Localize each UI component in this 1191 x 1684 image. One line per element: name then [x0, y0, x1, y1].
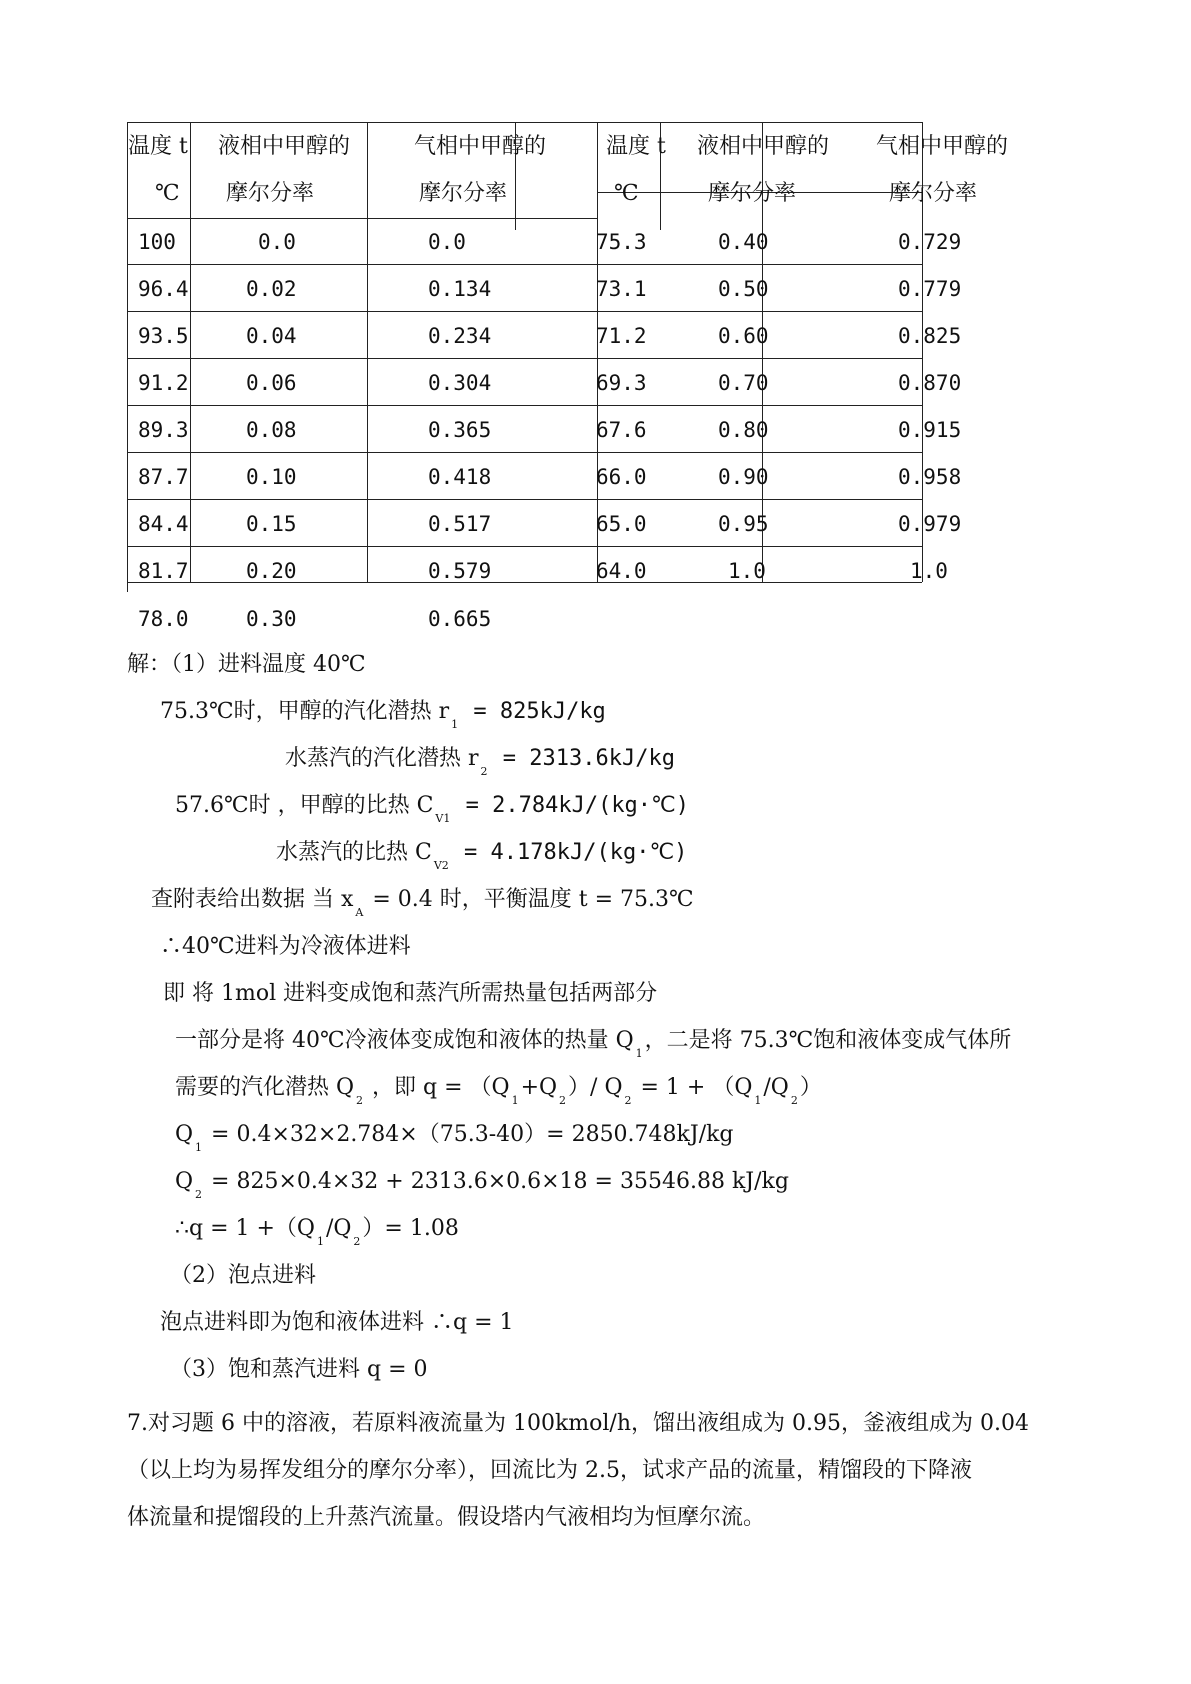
table-cell: 0.729	[898, 230, 962, 254]
table-cell: 0.304	[428, 371, 492, 395]
table-rule	[367, 122, 368, 582]
header-temperature: 温度 t	[606, 134, 666, 159]
table-cell: 71.2	[596, 324, 647, 348]
table-cell: 67.6	[596, 418, 647, 442]
table-cell: 0.870	[898, 371, 962, 395]
table-cell: 0.915	[898, 418, 962, 442]
table-cell: 0.579	[428, 559, 492, 583]
table-cell: 0.95	[718, 512, 769, 536]
header-liquid-fraction-line2: 摩尔分率	[708, 181, 797, 206]
table-cell: 0.50	[718, 277, 769, 301]
table-cell: 100	[138, 230, 176, 254]
solution-line: 水蒸汽的比热 $C_{V2}$ = 4.178kJ/(kg·℃)	[276, 840, 688, 872]
table-rule	[597, 311, 922, 312]
table-cell: 0.60	[718, 324, 769, 348]
header-temperature: 温度 t	[128, 134, 188, 159]
solution-line: 75.3℃时，甲醇的汽化潜热 $r_1 = 825kJ/kg$	[160, 699, 606, 731]
solution-line: 需要的汽化潜热 $Q_2$ ，即 $q = (Q_1+Q_2)/$ $Q_2 = 1 + (Q_1/Q_2)$	[175, 1075, 822, 1107]
table-cell: 1.0	[910, 559, 948, 583]
table-rule	[127, 582, 597, 583]
solution-line: ∴40℃进料为冷液体进料	[160, 934, 411, 959]
solution-line: 即 将 1mol 进料变成饱和蒸汽所需热量包括两部分	[163, 981, 658, 1006]
solution-line: ∴q = $1 +(Q_1/Q_2)= 1.08$	[175, 1216, 459, 1248]
table-cell: 0.365	[428, 418, 492, 442]
header-vapor-fraction-line2: 摩尔分率	[889, 181, 978, 206]
header-liquid-fraction: 液相中甲醇的	[697, 134, 830, 159]
table-rule	[127, 264, 597, 265]
table-cell: 93.5	[138, 324, 189, 348]
table-cell: 0.90	[718, 465, 769, 489]
solution-line: 57.6℃时 ，甲醇的比热 $C_{V1}$ = 2.784kJ/(kg·℃)	[175, 793, 690, 825]
table-cell: 0.958	[898, 465, 962, 489]
table-cell: 0.10	[246, 465, 297, 489]
solution-heading: 解：（1）进料温度 40℃	[127, 652, 366, 677]
table-cell: 0.779	[898, 277, 962, 301]
table-cell: 0.15	[246, 512, 297, 536]
header-vapor-fraction-line2: 摩尔分率	[419, 181, 508, 206]
table-cell: 0.08	[246, 418, 297, 442]
table-cell: 0.134	[428, 277, 492, 301]
table-rule	[597, 546, 922, 547]
header-liquid-fraction: 液相中甲醇的	[218, 134, 351, 159]
table-rule	[127, 311, 597, 312]
header-liquid-fraction-line2: 摩尔分率	[226, 181, 315, 206]
table-cell: 0.0	[258, 230, 296, 254]
table-cell: 91.2	[138, 371, 189, 395]
table-cell: 0.30	[246, 607, 297, 631]
table-cell: 0.979	[898, 512, 962, 536]
table-cell: 75.3	[596, 230, 647, 254]
table-rule	[597, 122, 922, 123]
table-rule	[190, 122, 191, 582]
solution-line: 查附表给出数据 当 $x_A = 0.4$ 时，平衡温度 t = 75.3℃	[151, 887, 694, 919]
problem-text: 体流量和提馏段的上升蒸汽流量。假设塔内气液相均为恒摩尔流。	[127, 1505, 766, 1530]
table-rule	[127, 358, 597, 359]
table-cell: 0.70	[718, 371, 769, 395]
table-cell: 89.3	[138, 418, 189, 442]
table-rule	[127, 452, 597, 453]
table-cell: 84.4	[138, 512, 189, 536]
table-cell: 87.7	[138, 465, 189, 489]
table-cell: 0.40	[718, 230, 769, 254]
solution-line: 一部分是将 40℃冷液体变成饱和液体的热量 $Q_1$，二是将 75.3℃饱和液体变成气体所	[175, 1028, 1012, 1060]
table-cell: 96.4	[138, 277, 189, 301]
header-vapor-fraction: 气相中甲醇的	[414, 134, 547, 159]
table-rule	[127, 499, 597, 500]
table-cell: 0.0	[428, 230, 466, 254]
table-cell: 0.06	[246, 371, 297, 395]
header-vapor-fraction: 气相中甲醇的	[876, 134, 1009, 159]
table-rule	[127, 122, 128, 592]
table-cell: 81.7	[138, 559, 189, 583]
solution-line: $Q_2 = 825\times 0.4\times 32 + 2313.6\times 0.6\times 18 = 35546.88$ kJ/kg	[175, 1169, 789, 1201]
table-rule	[127, 405, 597, 406]
table-cell: 78.0	[138, 607, 189, 631]
table-rule	[597, 405, 922, 406]
vle-data-table	[0, 0, 1191, 640]
table-cell: 65.0	[596, 512, 647, 536]
table-rule	[127, 122, 597, 123]
table-cell: 69.3	[596, 371, 647, 395]
table-cell: 0.665	[428, 607, 492, 631]
header-temperature-unit: ℃	[155, 181, 180, 206]
table-rule	[127, 546, 597, 547]
table-cell: 0.825	[898, 324, 962, 348]
table-rule	[127, 218, 597, 219]
table-rule	[597, 452, 922, 453]
table-rule	[597, 264, 922, 265]
solution-line: （2）泡点进料	[170, 1263, 316, 1288]
table-cell: 0.418	[428, 465, 492, 489]
problem-text: （以上均为易挥发组分的摩尔分率），回流比为 2.5，试求产品的流量，精馏段的下降液	[127, 1458, 972, 1483]
solution-line: $Q_1 = 0.4\times 32\times 2.784\times(75.3-40)= 2850.748kJ/kg$	[175, 1122, 734, 1154]
table-cell: 0.04	[246, 324, 297, 348]
problem-text: 7.对习题 6 中的溶液，若原料液流量为 100kmol/h，馏出液组成为 0.95，釜液组成为 0.04	[127, 1411, 1029, 1436]
table-cell: 73.1	[596, 277, 647, 301]
table-rule	[597, 499, 922, 500]
table-cell: 0.234	[428, 324, 492, 348]
table-cell: 0.02	[246, 277, 297, 301]
header-temperature-unit: ℃	[614, 181, 639, 206]
table-cell: 0.517	[428, 512, 492, 536]
table-cell: 64.0	[596, 559, 647, 583]
table-cell: 0.80	[718, 418, 769, 442]
solution-line: （3）饱和蒸汽进料 q = 0	[170, 1357, 428, 1382]
table-cell: 1.0	[728, 559, 766, 583]
table-cell: 66.0	[596, 465, 647, 489]
table-cell: 0.20	[246, 559, 297, 583]
solution-line: 水蒸汽的汽化潜热 $r_2 = 2313.6kJ/kg$	[285, 746, 675, 778]
solution-line: 泡点进料即为饱和液体进料 ∴q = 1	[160, 1310, 514, 1335]
table-rule	[597, 358, 922, 359]
